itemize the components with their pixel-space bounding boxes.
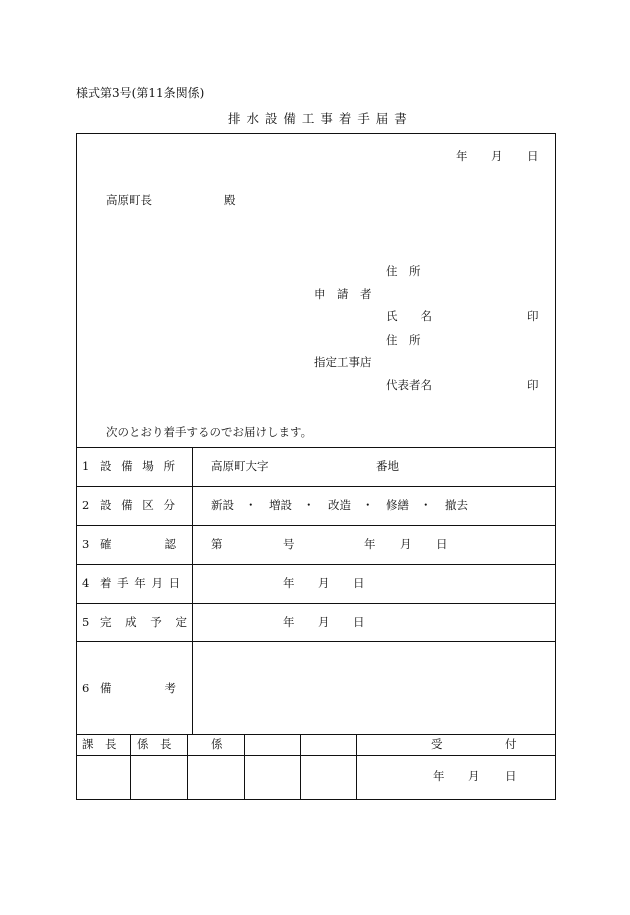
approval-received: 受 [431,737,443,751]
start-month: 月 [318,576,330,590]
completion-month: 月 [318,615,330,629]
row2-label: 設 備 区 分 [100,498,178,512]
row-line-4 [76,564,556,565]
approval-kacho: 課 長 [82,737,117,751]
statement: 次のとおり着手するのでお届けします。 [106,425,313,439]
start-year: 年 [283,576,295,590]
category-option-repair[interactable]: 修繕 [386,498,409,512]
category-option-remove[interactable]: 撤去 [445,498,468,512]
location-prefix: 高原町大字 [211,459,269,473]
form-number: 様式第3号(第11条関係) [76,86,205,100]
applicant-role-label: 申 請 者 [314,287,372,301]
location-suffix: 番地 [376,459,399,473]
category-option-new[interactable]: 新設 [211,498,234,512]
contractor-address-label: 住 所 [386,333,421,347]
category-option-expand[interactable]: 増設 [269,498,292,512]
applicant-address-label: 住 所 [386,264,421,278]
row5-label: 完 成 予 定 [100,615,192,629]
category-separator: ・ [362,498,374,512]
row-line-2 [76,486,556,487]
row3-label: 確 認 [100,537,186,551]
approval-divider-2 [187,734,188,800]
approval-divider-4 [300,734,301,800]
row2-number: 2 [82,498,90,512]
approval-divider-5 [356,734,357,800]
contractor-rep-label: 代表者名 [386,378,432,392]
applicant-seal: 印 [527,309,539,323]
form-title: 排 水 設 備 工 事 着 手 届 書 [228,111,408,126]
start-day: 日 [353,576,365,590]
category-separator: ・ [245,498,257,512]
category-option-remodel[interactable]: 改造 [328,498,351,512]
row4-number: 4 [82,576,90,590]
received-day: 日 [505,769,517,783]
confirmation-day: 日 [436,537,448,551]
row-line-1 [76,447,556,448]
confirmation-dai: 第 [211,537,223,551]
row-line-8 [76,755,556,756]
row1-label: 設 備 場 所 [100,459,178,473]
approval-divider-1 [130,734,131,800]
received-year: 年 [433,769,445,783]
category-separator: ・ [420,498,432,512]
completion-day: 日 [353,615,365,629]
approval-kakaricho: 係 長 [137,737,172,751]
row3-number: 3 [82,537,90,551]
label-column-divider [192,447,193,734]
confirmation-go: 号 [283,537,295,551]
confirmation-year: 年 [364,537,376,551]
date-day: 日 [527,149,539,163]
date-year: 年 [456,149,468,163]
row5-number: 5 [82,615,90,629]
row-line-3 [76,525,556,526]
row1-number: 1 [82,459,90,473]
contractor-role-label: 指定工事店 [314,355,372,369]
confirmation-month: 月 [400,537,412,551]
row-line-6 [76,641,556,642]
completion-year: 年 [283,615,295,629]
addressee-name: 高原町長 [106,193,152,207]
approval-divider-3 [244,734,245,800]
date-month: 月 [491,149,503,163]
contractor-seal: 印 [527,378,539,392]
row6-label: 備 考 [100,681,186,695]
received-month: 月 [468,769,480,783]
approval-attached: 付 [505,737,517,751]
row4-label: 着 手 年 月 日 [100,576,182,590]
applicant-name-label: 氏 名 [386,309,432,323]
row6-number: 6 [82,681,90,695]
row-line-5 [76,603,556,604]
addressee-honorific: 殿 [224,193,236,207]
approval-kakari: 係 [211,737,223,751]
row-line-7 [76,734,556,735]
category-separator: ・ [303,498,315,512]
